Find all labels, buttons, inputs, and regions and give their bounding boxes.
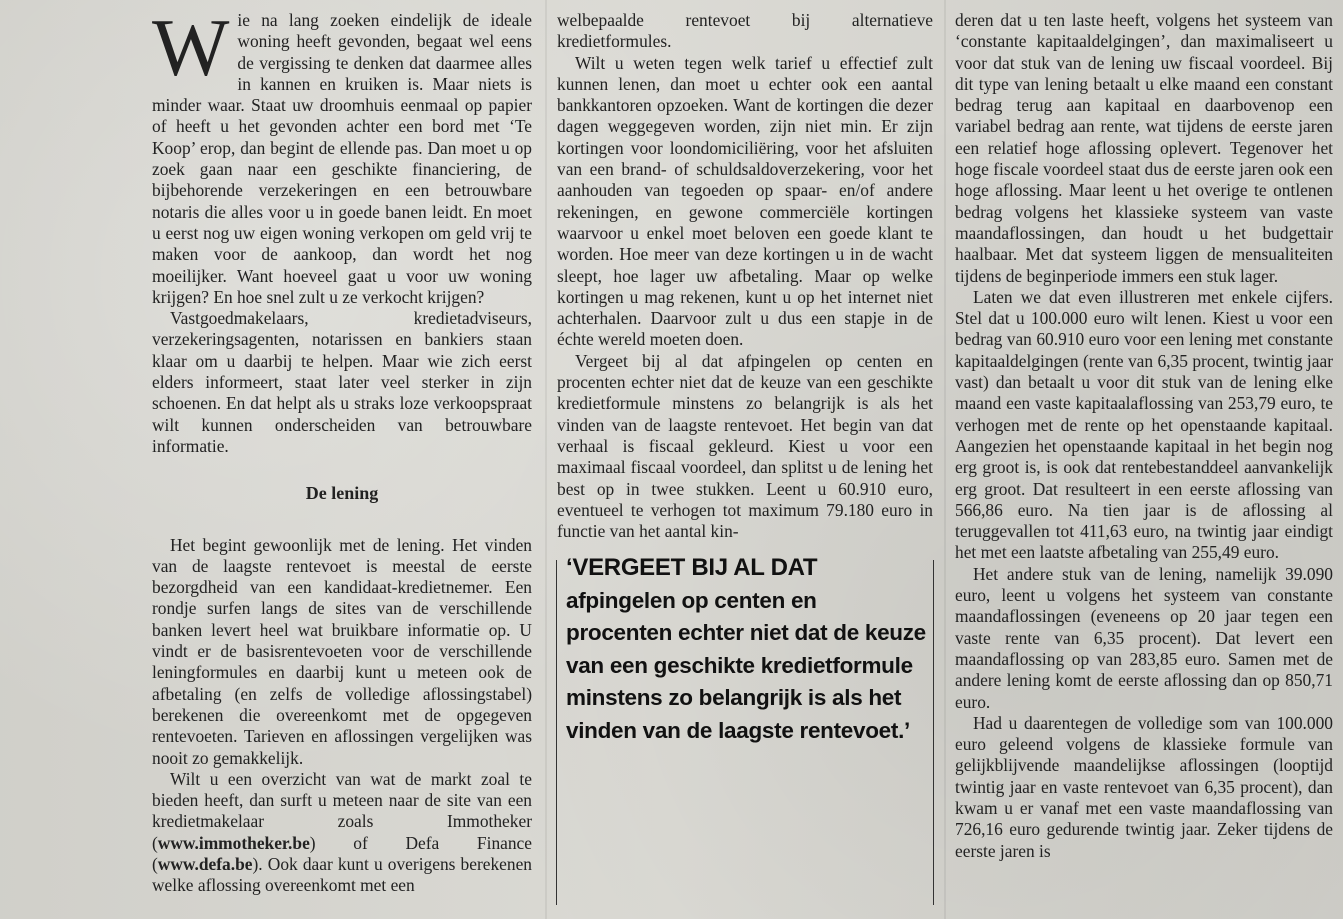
paragraph: Vastgoedmakelaars, kredietadviseurs, verzekeringsagenten, notarissen en bankiers staan klaar om u daarbij te helpen. Maar wie zich eerst elders informeert, staat later veel sterker in zijn schoenen. En dat helpt als u straks loze verkoopspraat wilt kunnen onderscheiden van betrouwbare informatie. xyxy=(152,308,532,456)
pull-quote-rule-right xyxy=(933,560,934,905)
paragraph: welbepaalde rentevoet bij alternatieve kredietformules. xyxy=(557,10,933,52)
article-column-1 xyxy=(152,2,532,910)
paragraph: Het begint gewoonlijk met de lening. Het vinden van de laagste rentevoet is meestal de eerste bezorgdheid van een kandidaat-kredietnemer. Een rondje surfen langs de sites van de verschillende banken levert heel wat bruikbare informatie op. U vindt er de basisrentevoeten voor de verschillende leningformules en daarbij kunt u meteen ook de afbetaling (en zelfs de volledige aflossingstabel) berekenen die overeenkomt met de opgegeven rentevoeten. Tarieven en aflossingen vergelijken was nooit zo gemakkelijk. xyxy=(152,534,532,768)
paragraph: deren dat u ten laste heeft, volgens het systeem van ‘constante kapitaaldelgingen’, dan maximaliseert u voor dat stuk van de lening uw fiscaal voordeel. Bij dit type van lening betaalt u elke maand een constant bedrag terug aan kapitaal en daarbovenop een variabel bedrag aan rente, wat tijdens de eerste jaren een relatief hoge aflossing oplevert. Tegenover het hoge fiscale voordeel staat dus de eerste jaren ook een hoge aflossing. Maar leent u het overige te ontlenen bedrag volgens het klassieke systeem van vaste maandaflossingen, dan houdt u het budgettair haalbaar. Met dat systeem liggen de mensualiteiten tijdens de beginperiode immers een stuk lager. xyxy=(955,10,1333,286)
drop-cap: W xyxy=(152,2,230,93)
article-column-2 xyxy=(557,10,933,542)
paragraph: Wilt u weten tegen welk tarief u effectief zult kunnen lenen, dan moet u echter ook een aantal bankkantoren opzoeken. Want de kortingen die dezer dagen weggegeven worden, zijn niet min. Er zijn kortingen voor loondomiciliëring, voor het afsluiten van een brand- of schuldsaldoverzekering, voor het aanhouden van tegoeden op spaar- en/of andere rekeningen, en gewone commerciële kortingen waarvoor u enkel moet beloven een goede klant te worden. Hoe meer van deze kortingen u in de wacht sleept, hoe lager uw afbetaling. Maar op welke kortingen u mag rekenen, kunt u op het internet niet achterhalen. Daarvoor zult u dus een stapje in de échte wereld moeten doen. xyxy=(557,52,933,350)
paragraph: Laten we dat even illustreren met enkele cijfers. Stel dat u 100.000 euro wilt lenen. Kiest u voor een bedrag van 60.910 euro voor een lening met constante kapitaaldelgingen (rente van 6,35 procent, twintig jaar vast) dan betaalt u voor dit stuk van de lening elke maand een vaste kapitaalaflossing van 253,79 euro, te verhogen met de rente op het openstaande kapitaal. Aangezien het openstaande kapitaal in het begin nog erg groot is, is ook dat rentebestanddeel aanvankelijk erg groot. Dat resulteert in een eerste aflossing van 566,86 euro. Na tien jaar is de aflossing al teruggevallen tot 411,63 euro, na twintig jaar eindigt het met een laatste afbetaling van 255,49 euro. xyxy=(955,286,1333,563)
paragraph-text: ). Ook daar kunt u overigens berekenen welke aflossing overeenkomt met een xyxy=(152,853,532,896)
paragraph-text: Wilt u een overzicht van wat de markt zoal te bieden heeft, dan surft u meteen naar de site van een kredietmakelaar zoals Immotheker ( xyxy=(152,768,532,853)
pull-quote-lead: ‘VERGEET BIJ AL DAT xyxy=(566,554,818,581)
url-defa: www.defa.be xyxy=(157,853,253,874)
paper-fold xyxy=(944,0,946,919)
pull-quote-text: afpingelen op centen en procenten echter niet dat de keuze van een geschikte kredietformule minstens zo belangrijk is als het vinden van de laagste rentevoet.’ xyxy=(566,587,926,743)
paragraph: Het andere stuk van de lening, namelijk 39.090 euro, leent u volgens het systeem van constante maandaflossingen (eveneens op 20 jaar tegen een vaste rente van 6,35 procent). Dat levert een maandaflossing op van 283,85 euro. Samen met de andere lening komt de eerste aflossing dan op 850,71 euro. xyxy=(955,563,1333,712)
paragraph xyxy=(152,769,532,897)
url-immotheker: www.immotheker.be xyxy=(157,832,310,853)
paragraph: Vergeet bij al dat afpingelen op centen en procenten echter niet dat de keuze van een geschikte kredietformule minstens zo belangrijk is als het vinden van de laagste rentevoet. Het begin van dat verhaal is fiscaal gekleurd. Kiest u voor een maximaal fiscaal voordeel, dan splitst u de lening het best op in twee stukken. Leent u 60.910 euro, eventueel te verhogen tot maximum 79.180 euro in functie van het aantal kin- xyxy=(557,350,933,542)
paragraph xyxy=(152,2,532,308)
section-heading: De lening xyxy=(305,483,379,504)
paragraph-text: ) of Defa Finance ( xyxy=(152,832,532,874)
paper-fold xyxy=(545,0,547,919)
pull-quote xyxy=(566,552,926,747)
pull-quote-rule-left xyxy=(556,560,557,905)
paragraph-text: ie na lang zoeken eindelijk de ideale woning heeft gevonden, begaat wel eens de vergissing te denken dat daarmee alles in kannen en kruiken is. Maar niets is minder waar. Staat uw droomhuis eenmaal op papier of heeft u het gevonden achter een bord met ‘Te Koop’ erop, dan begint de ellende pas. Dan moet u op zoek gaan naar een geschikte financiering, de bijbehorende verzekeringen en een betrouwbare notaris die alles voor u in goede banen leidt. En moet u eerst nog uw eigen woning verkopen om geld vrij te maken voor de aankoop, dan wordt het nog moeilijker. Want hoeveel gaat u voor uw woning krijgen? En hoe snel zult u ze verkocht krijgen? xyxy=(152,10,532,307)
article-column-3 xyxy=(955,10,1333,910)
paragraph: Had u daarentegen de volledige som van 100.000 euro geleend volgens de klassieke formule van gelijkblijvende maandelijkse aflossingen (looptijd twintig jaar en vaste rentevoet van 6,35 procent), dan kwam u er vanaf met een vaste maandaflossing van 726,16 euro gedurende twintig jaar. Zeker tijdens de eerste jaren is xyxy=(955,712,1333,861)
